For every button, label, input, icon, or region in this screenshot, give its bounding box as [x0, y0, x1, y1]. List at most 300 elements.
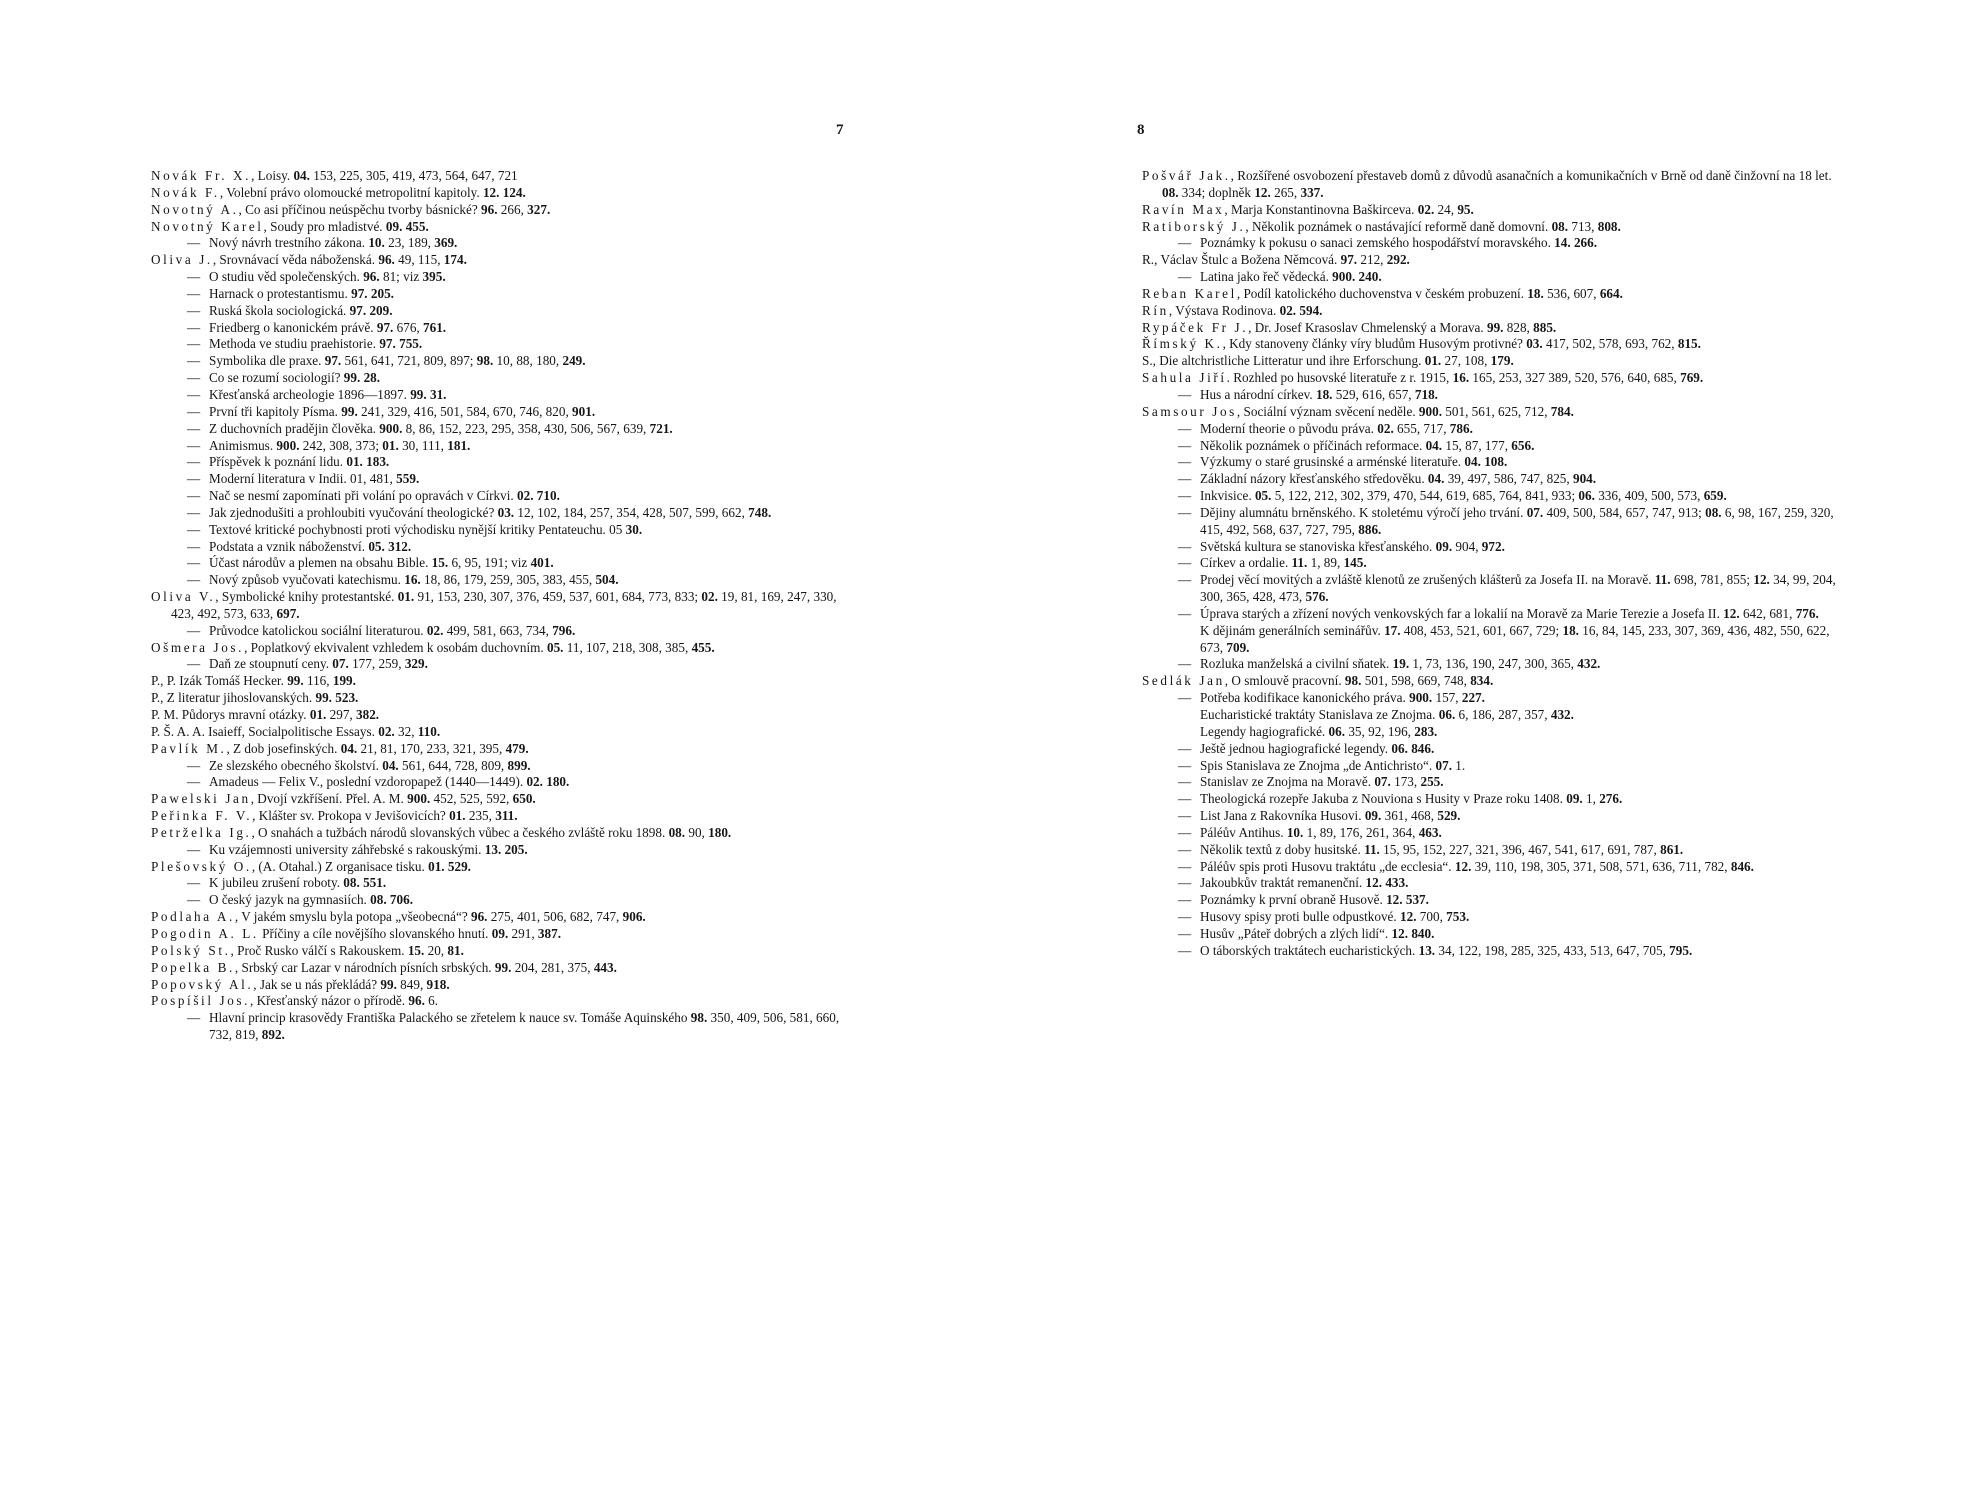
index-entry — [151, 589, 849, 623]
volume-number: 02. — [526, 774, 543, 790]
volume-number: 97. — [351, 285, 368, 301]
volume-number: 706. — [389, 892, 413, 908]
volume-number: 30. — [625, 521, 643, 537]
volume-number: 04. — [1464, 454, 1481, 470]
volume-number: 07. — [1435, 757, 1452, 773]
entry-dash: — — [1178, 437, 1192, 453]
volume-number: 06. — [1391, 740, 1408, 756]
volume-number: 12. — [1365, 875, 1383, 891]
entry-author: Pavlík M. — [151, 740, 227, 756]
entry-text: Potřeba kodifikace kanonického práva. 900. 157, 227. — [1200, 690, 1485, 706]
volume-number: 748. — [748, 504, 772, 520]
entry-dash: — — [187, 757, 201, 773]
entry-author: Novotný Karel — [151, 218, 264, 234]
index-subentry — [151, 488, 849, 505]
index-entry — [1142, 303, 1838, 320]
entry-text: , V jakém smyslu byla potopa „všeobecná“? 96. 275, 401, 506, 682, 747, 906. — [234, 909, 646, 925]
index-entry — [151, 960, 849, 977]
entry-dash: — — [187, 1010, 201, 1026]
entry-dash: — — [187, 370, 201, 386]
entry-text: Prodej věcí movitých a zvláště klenotů ze zrušených klášterů za Josefa II. na Moravě. 11. 698, 781, 855; 12. 34, 99, 204, 300, 365, 428, 473, 576. — [1200, 572, 1836, 605]
volume-number: 227. — [1461, 690, 1485, 706]
index-entry — [151, 909, 849, 926]
volume-number: 904. — [1572, 471, 1597, 487]
index-subentry — [151, 370, 849, 387]
volume-number: 900. — [276, 437, 300, 453]
volume-number: 815. — [1677, 336, 1701, 352]
entry-dash: — — [187, 841, 201, 857]
index-entry — [151, 977, 849, 994]
volume-number: 174. — [443, 252, 467, 268]
entry-text: Ještě jednou hagiografické legendy. 06. 846. — [1200, 740, 1435, 756]
index-subentry — [1142, 438, 1838, 455]
index-subentry — [1142, 808, 1838, 825]
index-subentry — [1142, 623, 1838, 657]
volume-number: 19. — [1392, 656, 1410, 672]
entry-author: Peřinka F. V. — [151, 808, 253, 824]
volume-number: 283. — [1414, 723, 1438, 739]
volume-number: 834. — [1470, 673, 1494, 689]
index-subentry — [151, 522, 849, 539]
index-subentry — [1142, 471, 1838, 488]
entry-author: Novák F. — [151, 184, 220, 200]
entry-text: Páléův Antihus. 10. 1, 89, 176, 261, 364, 463. — [1200, 824, 1442, 840]
volume-number: 861. — [1660, 841, 1684, 857]
volume-number: 10. — [368, 235, 385, 251]
volume-number: 10. — [1286, 824, 1304, 840]
entry-text: Ze slezského obecného školství. 04. 561, 644, 728, 809, 899. — [209, 757, 531, 773]
entry-dash: — — [187, 555, 201, 571]
entry-dash: — — [1178, 572, 1192, 588]
index-subentry — [1142, 606, 1838, 623]
entry-author: Ravín Max — [1142, 201, 1225, 217]
volume-number: 199. — [332, 673, 356, 689]
volume-number: 02. — [1417, 201, 1435, 217]
volume-number: 972. — [1481, 538, 1505, 554]
volume-number: 255. — [1420, 774, 1444, 790]
entry-text: , Poplatkový ekvivalent vzhledem k osobám duchovním. 05. 11, 107, 218, 308, 385, 455. — [244, 639, 715, 655]
index-subentry — [1142, 758, 1838, 775]
entry-text: R., Václav Štulc a Božena Němcová. 97. 212, 292. — [1142, 252, 1410, 268]
index-subentry — [1142, 909, 1838, 926]
entry-text: , Kdy stanoveny články víry bludům Husovým protivné? 03. 417, 502, 578, 693, 762, 815. — [1222, 336, 1701, 352]
entry-author: Pogodin A. L. — [151, 925, 259, 941]
index-entry — [1142, 673, 1838, 690]
volume-number: 96. — [408, 993, 425, 1009]
volume-number: 02. — [1279, 302, 1297, 318]
entry-text: S., Die altchristliche Litteratur und ihre Erforschung. 01. 27, 108, 179. — [1142, 353, 1514, 369]
volume-number: 08. — [1551, 218, 1569, 234]
entry-text: , Výstava Rodinova. 02. 594. — [1168, 302, 1323, 318]
volume-number: 906. — [622, 909, 646, 925]
volume-number: 01. — [1424, 353, 1442, 369]
entry-dash: — — [1178, 774, 1192, 790]
entry-text: Výzkumy o staré grusinské a arménské literatuře. 04. 108. — [1200, 454, 1508, 470]
volume-number: 02. — [1377, 420, 1394, 436]
volume-number: 180. — [546, 774, 570, 790]
volume-number: 12. — [1386, 892, 1403, 908]
index-subentry — [1142, 707, 1838, 724]
index-subentry — [1142, 505, 1838, 539]
volume-number: 08. — [1162, 184, 1179, 200]
index-subentry — [1142, 892, 1838, 909]
entry-text: První tři kapitoly Písma. 99. 241, 329, 416, 501, 584, 670, 746, 820, 901. — [209, 403, 596, 419]
volume-number: 108. — [1484, 454, 1508, 470]
entry-text: , (A. Otahal.) Z organisace tisku. 01. 529. — [251, 858, 471, 874]
index-entry — [151, 825, 849, 842]
index-subentry — [1142, 488, 1838, 505]
index-subentry — [151, 404, 849, 421]
index-entry — [1142, 202, 1838, 219]
entry-text: , Srovnávací věda náboženská. 96. 49, 115, 174. — [212, 252, 467, 268]
index-subentry — [1142, 943, 1838, 960]
volume-number: 99. — [410, 386, 427, 402]
entry-dash: — — [187, 420, 201, 436]
entry-text: Podstata a vznik náboženství. 05. 312. — [209, 538, 412, 554]
entry-dash: — — [187, 353, 201, 369]
entry-text: , Několik poznámek o nastávající reformě daně domovní. 08. 713, 808. — [1245, 218, 1621, 234]
volume-number: 709. — [1226, 639, 1250, 655]
index-subentry — [1142, 454, 1838, 471]
entry-text: Účast národův a plemen na obsahu Bible. 15. 6, 95, 191; viz 401. — [209, 555, 554, 571]
entry-text: Husův „Páteř dobrých a zlých lidí“. 12. 840. — [1200, 925, 1435, 941]
entry-dash: — — [187, 622, 201, 638]
volume-number: 99. — [287, 673, 304, 689]
volume-number: 97. — [376, 319, 394, 335]
entry-text: P. M. Půdorys mravní otázky. 01. 297, 382. — [151, 707, 380, 722]
entry-author: Sedlák Jan — [1142, 673, 1225, 689]
entry-author: Polský St. — [151, 942, 231, 958]
volume-number: 15. — [431, 555, 449, 571]
volume-number: 06. — [1438, 707, 1456, 722]
entry-text: , Soudy pro mladistvé. 09. 455. — [263, 218, 429, 234]
volume-number: 15. — [407, 942, 425, 958]
index-entry — [1142, 353, 1838, 370]
entry-dash: — — [1178, 909, 1192, 925]
entry-text: , Dr. Josef Krasoslav Chmelenský a Morava. 99. 828, 885. — [1248, 319, 1557, 335]
volume-number: 786. — [1449, 420, 1473, 436]
index-entry — [151, 640, 849, 657]
entry-text: Jak zjednodušiti a prohloubiti vyučování theologické? 03. 12, 102, 184, 257, 354, 428, 507, 599, 662, 748. — [209, 504, 772, 520]
volume-number: 387. — [537, 925, 561, 941]
entry-dash: — — [1178, 488, 1192, 504]
entry-dash: — — [187, 875, 201, 891]
volume-number: 13. — [484, 841, 502, 857]
volume-number: 08. — [1705, 504, 1722, 520]
volume-number: 276. — [1599, 791, 1623, 807]
volume-number: 11. — [1291, 555, 1308, 571]
entry-author: Popovský Al. — [151, 976, 254, 992]
volume-number: 455. — [691, 639, 715, 655]
entry-author: Římský K. — [1142, 336, 1223, 352]
entry-text: , Klášter sv. Prokopa v Jevišovicích? 01. 235, 311. — [252, 808, 518, 824]
index-subentry — [1142, 269, 1838, 286]
volume-number: 899. — [507, 757, 531, 773]
volume-number: 656. — [1511, 437, 1535, 453]
index-subentry — [151, 623, 849, 640]
volume-number: 18. — [1562, 622, 1579, 638]
index-entry — [1142, 370, 1838, 387]
entry-text: , Loisy. 04. 153, 225, 305, 419, 473, 564, 647, 721 — [251, 168, 518, 183]
volume-number: 551. — [363, 875, 387, 891]
entry-text: Nač se nesmí zapomínati při volání po opravách v Církvi. 02. 710. — [209, 488, 560, 504]
entry-author: Samsour Jos — [1142, 403, 1237, 419]
volume-number: 04. — [293, 168, 310, 183]
index-entry — [151, 202, 849, 219]
index-entry — [1142, 404, 1838, 421]
volume-number: 846. — [1411, 740, 1435, 756]
volume-number: 95. — [1457, 201, 1474, 217]
entry-author: Oliva J. — [151, 252, 213, 268]
volume-number: 240. — [1358, 269, 1382, 285]
entry-dash: — — [1178, 690, 1192, 706]
entry-dash: — — [187, 302, 201, 318]
entry-text: , Rozšířené osvobození přestaveb domů z důvodů asanačních a komunikačních v Brně od daně činžovní na 18 let. 08. 334; doplněk 12. 265, 337. — [1162, 168, 1832, 200]
entry-text: Nový způsob vyučovati katechismu. 16. 18, 86, 179, 259, 305, 383, 455, 504. — [209, 572, 619, 588]
entry-text: Jakoubkův traktát remanenční. 12. 433. — [1200, 875, 1409, 891]
index-entry — [151, 673, 849, 690]
volume-number: 96. — [470, 909, 488, 925]
volume-number: 650. — [512, 791, 536, 807]
volume-number: 04. — [1427, 471, 1445, 487]
entry-author: Ratiborský J. — [1142, 218, 1246, 234]
entry-dash: — — [1178, 740, 1192, 756]
volume-number: 209. — [369, 302, 393, 318]
index-subentry — [151, 387, 849, 404]
entry-author: Pošvář Jak. — [1142, 168, 1231, 183]
volume-number: 145. — [1343, 555, 1367, 571]
entry-text: Dějiny alumnátu brněnského. K stoletému výročí jeho trvání. 07. 409, 500, 584, 657, 747, 913; 08. 6, 98, 167, 259, 320, 415, 492, 568, 637, 727, 795, 886. — [1200, 504, 1834, 537]
volume-number: 479. — [505, 740, 529, 756]
volume-number: 900. — [1409, 690, 1433, 706]
entry-text: List Jana z Rakovníka Husovi. 09. 361, 468, 529. — [1200, 808, 1461, 824]
entry-text: Inkvisice. 05. 5, 122, 212, 302, 379, 470, 544, 619, 685, 764, 841, 933; 06. 336, 409, 500, 573, 659. — [1200, 488, 1727, 504]
entry-dash: — — [1178, 858, 1192, 874]
entry-dash: — — [1178, 808, 1192, 824]
volume-number: 81. — [447, 942, 464, 958]
index-subentry — [1142, 539, 1838, 556]
entry-dash: — — [1178, 504, 1192, 520]
index-subentry — [1142, 421, 1838, 438]
entry-dash: — — [1178, 471, 1192, 487]
entry-text: Světská kultura se stanoviska křesťanského. 09. 904, 972. — [1200, 538, 1505, 554]
entry-text: Hus a národní církev. 18. 529, 616, 657, 718. — [1200, 386, 1438, 402]
entry-text: P., P. Izák Tomáš Hecker. 99. 116, 199. — [151, 673, 356, 689]
volume-number: 12. — [1723, 605, 1740, 621]
volume-number: 98. — [476, 353, 494, 369]
volume-number: 401. — [530, 555, 554, 571]
volume-number: 01. — [449, 808, 466, 824]
entry-text: Nový návrh trestního zákona. 10. 23, 189, 369. — [209, 235, 458, 251]
index-entry — [151, 926, 849, 943]
index-entry — [151, 707, 849, 724]
volume-number: 697. — [276, 605, 300, 621]
volume-number: 840. — [1411, 925, 1435, 941]
volume-number: 721. — [649, 420, 673, 436]
index-entry — [151, 741, 849, 758]
volume-number: 753. — [1446, 909, 1470, 925]
volume-number: 07. — [332, 656, 349, 672]
volume-number: 900. — [1418, 403, 1442, 419]
index-entry — [1142, 252, 1838, 269]
index-subentry — [151, 421, 849, 438]
volume-number: 664. — [1599, 285, 1623, 301]
index-subentry — [151, 892, 849, 909]
entry-text: , Podíl katolického duchovenstva v českém probuzení. 18. 536, 607, 664. — [1236, 285, 1623, 301]
volume-number: 382. — [356, 707, 380, 722]
index-subentry — [151, 454, 849, 471]
volume-number: 09. — [1435, 538, 1453, 554]
index-subentry — [1142, 741, 1838, 758]
volume-number: 337. — [1300, 184, 1324, 200]
entry-text: Několik poznámek o příčinách reformace. 04. 15, 87, 177, 656. — [1200, 437, 1535, 453]
volume-number: 808. — [1597, 218, 1621, 234]
entry-dash: — — [1178, 757, 1192, 773]
entry-dash: — — [187, 488, 201, 504]
index-subentry — [151, 505, 849, 522]
index-subentry — [1142, 690, 1838, 707]
volume-number: 443. — [593, 959, 617, 975]
index-entry — [151, 791, 849, 808]
volume-number: 01. — [346, 454, 363, 470]
index-subentry — [151, 336, 849, 353]
volume-number: 432. — [1577, 656, 1601, 672]
volume-number: 09. — [385, 218, 403, 234]
volume-number: 327. — [527, 201, 551, 217]
volume-number: 04. — [382, 757, 399, 773]
index-entry — [151, 168, 849, 185]
entry-text: Poznámky k pokusu o sanaci zemského hospodářství moravského. 14. 266. — [1200, 235, 1598, 251]
entry-text: , Volební právo olomoucké metropolitní kapitoly. 12. 124. — [219, 184, 526, 200]
entry-text: , Z dob josefinských. 04. 21, 81, 170, 233, 321, 395, 479. — [226, 740, 529, 756]
volume-number: 28. — [363, 370, 381, 386]
entry-author: Ošmera Jos. — [151, 639, 245, 655]
entry-text: Páléův spis proti Husovu traktátu „de ecclesia“. 12. 39, 110, 198, 305, 371, 508, 571, 636, 711, 782, 846. — [1200, 858, 1754, 874]
volume-number: 433. — [1385, 875, 1409, 891]
volume-number: 04. — [340, 740, 358, 756]
volume-number: 31. — [429, 386, 447, 402]
volume-number: 892. — [261, 1027, 285, 1043]
left-page — [0, 0, 990, 1500]
volume-number: 16. — [404, 572, 421, 588]
volume-number: 463. — [1418, 824, 1442, 840]
entry-author: Popelka B. — [151, 959, 235, 975]
index-subentry — [151, 758, 849, 775]
index-entry — [151, 859, 849, 876]
entry-text: Příspěvek k poznání lidu. 01. 183. — [209, 454, 390, 470]
entry-text: , Sociální význam svěcení neděle. 900. 501, 561, 625, 712, 784. — [1236, 403, 1574, 419]
entry-author: Rín — [1142, 302, 1169, 318]
index-subentry — [151, 572, 849, 589]
index-subentry — [1142, 859, 1838, 876]
volume-number: 05. — [546, 639, 564, 655]
volume-number: 99. — [341, 403, 358, 419]
volume-number: 97. — [349, 302, 367, 318]
volume-number: 02. — [517, 488, 534, 504]
index-subentry — [1142, 656, 1838, 673]
volume-number: 784. — [1550, 403, 1574, 419]
entry-dash: — — [187, 235, 201, 251]
volume-number: 07. — [1374, 774, 1391, 790]
index-subentry — [1142, 875, 1838, 892]
volume-number: 249. — [562, 353, 586, 369]
entry-text: Methoda ve studiu praehistorie. 97. 755. — [209, 336, 423, 352]
entry-dash: — — [187, 269, 201, 285]
volume-number: 659. — [1703, 488, 1727, 504]
entry-dash: — — [1178, 269, 1192, 285]
volume-number: 369. — [434, 235, 458, 251]
volume-number: 769. — [1680, 370, 1704, 386]
volume-number: 18. — [1315, 386, 1333, 402]
entry-dash: — — [1178, 656, 1192, 672]
entry-dash: — — [1178, 605, 1192, 621]
entry-text: , Srbský car Lazar v národních písních srbských. 99. 204, 281, 375, 443. — [234, 959, 617, 975]
volume-number: 97. — [379, 336, 396, 352]
entry-text: O studiu věd společenských. 96. 81; viz 395. — [209, 269, 446, 285]
volume-number: 718. — [1414, 386, 1438, 402]
entry-dash: — — [1178, 942, 1192, 958]
entry-text: Latina jako řeč vědecká. 900. 240. — [1200, 269, 1382, 285]
index-subentry — [1142, 791, 1838, 808]
entry-text: Příčiny a cíle novějšího slovanského hnutí. 09. 291, 387. — [258, 925, 561, 941]
index-subentry — [1142, 842, 1838, 859]
volume-number: 329. — [404, 656, 428, 672]
entry-dash: — — [1178, 824, 1192, 840]
entry-text: Stanislav ze Znojma na Moravě. 07. 173, 255. — [1200, 774, 1444, 790]
index-entry — [151, 252, 849, 269]
volume-number: 918. — [426, 976, 450, 992]
volume-number: 12. — [1454, 858, 1472, 874]
entry-dash: — — [187, 572, 201, 588]
entry-text: Z duchovních pradějin člověka. 900. 8, 86, 152, 223, 295, 358, 430, 506, 567, 639, 721. — [209, 420, 673, 436]
entry-author: Novotný A. — [151, 201, 239, 217]
index-subentry — [1142, 387, 1838, 404]
entry-text: Úprava starých a zřízení nových venkovských far a lokalií na Moravě za Marie Terezie a Josefa II. 12. 642, 681, 776. — [1200, 605, 1819, 621]
entry-dash: — — [187, 386, 201, 402]
volume-number: 559. — [396, 471, 420, 487]
index-entry — [1142, 219, 1838, 236]
entry-text: P., Z literatur jihoslovanských. 99. 523. — [151, 690, 359, 706]
entry-text: Základní názory křesťanského středověku. 04. 39, 497, 586, 747, 825, 904. — [1200, 471, 1597, 487]
index-entry — [151, 943, 849, 960]
volume-number: 06. — [1328, 723, 1346, 739]
volume-number: 886. — [1358, 521, 1382, 537]
entry-dash: — — [187, 538, 201, 554]
entry-dash: — — [187, 454, 201, 470]
volume-number: 311. — [495, 808, 518, 824]
entry-text: Ruská škola sociologická. 97. 209. — [209, 302, 393, 318]
entry-dash: — — [187, 504, 201, 520]
volume-number: 900. — [1332, 269, 1356, 285]
entry-dash: — — [1178, 538, 1192, 554]
entry-dash: — — [1178, 841, 1192, 857]
entry-author: Novák Fr. X. — [151, 168, 252, 183]
entry-text: Hlavní princip krasovědy Františka Palackého se zřetelem k nauce sv. Tomáše Aquinského 98. 350, 409, 506, 581, 660, 732, 819, 892. — [209, 1010, 840, 1043]
volume-number: 13. — [1418, 942, 1436, 958]
volume-number: 12. — [482, 184, 500, 200]
volume-number: 01. — [382, 437, 399, 453]
volume-number: 99. — [315, 690, 332, 706]
entry-dash: — — [187, 437, 201, 453]
entry-dash: — — [1178, 386, 1192, 402]
entry-text: . Rozhled po husovské literatuře z r. 1915, 16. 165, 253, 327 389, 520, 576, 640, 685, 769. — [1226, 370, 1704, 386]
volume-number: 266. — [1573, 235, 1598, 251]
index-subentry — [1142, 926, 1838, 943]
index-entry — [1142, 336, 1838, 353]
entry-author: Plešovský O. — [151, 858, 252, 874]
volume-number: 96. — [363, 269, 380, 285]
entry-text: Průvodce katolickou sociální literaturou. 02. 499, 581, 663, 734, 796. — [209, 622, 576, 638]
